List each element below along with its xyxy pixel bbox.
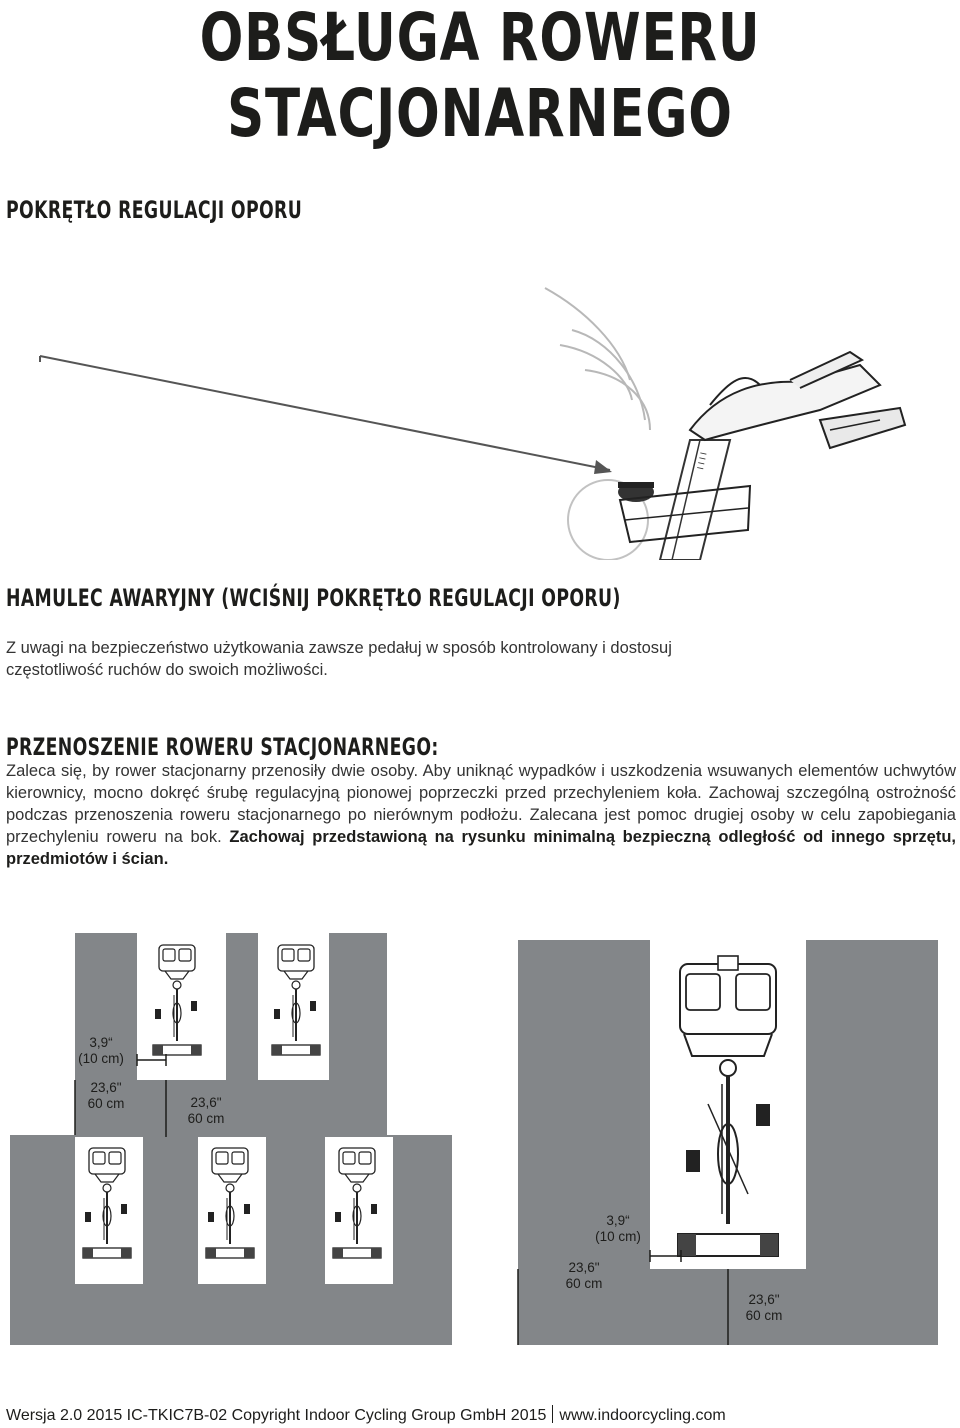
footer-version: Wersja 2.0 2015 IC-TKIC7B-02 Copyright Indoor Cycling Group GmbH 2015	[6, 1407, 547, 1424]
left-gap-label	[70, 1035, 132, 1067]
right-clearance-1-metric: 60 cm	[565, 1276, 603, 1291]
page-title-line-2: STACJONARNEGO	[227, 75, 733, 152]
right-clearance-2-value: 23,6"	[748, 1292, 780, 1307]
footer	[6, 1405, 726, 1425]
left-clearance-1-metric: 60 cm	[87, 1096, 125, 1111]
moving-bike-heading: PRZENOSZENIE ROWERU STACJONARNEGO:	[6, 733, 439, 761]
right-clearance-label-2	[736, 1292, 792, 1324]
right-clearance-2-metric: 60 cm	[745, 1308, 783, 1323]
left-clearance-label-2	[178, 1095, 234, 1127]
left-gap-metric: (10 cm)	[78, 1051, 124, 1066]
right-gap-metric: (10 cm)	[595, 1229, 641, 1244]
footer-url: www.indoorcycling.com	[559, 1407, 726, 1424]
left-clearance-label-1	[78, 1080, 134, 1112]
footer-separator	[552, 1405, 553, 1423]
svg-text:I I I I: I I I I	[695, 451, 709, 471]
right-clearance-1-value: 23,6"	[568, 1260, 600, 1275]
left-clearance-1-value: 23,6"	[90, 1080, 122, 1095]
moving-bike-text-bold: Zachowaj przedstawioną na rysunku minimalną bezpieczną odległość od innego sprzętu, przedmiotów i ścian.	[6, 828, 956, 868]
left-clearance-2-metric: 60 cm	[187, 1111, 225, 1126]
page-title-line-1: OBSŁUGA ROWERU	[199, 0, 761, 76]
right-gap-label	[586, 1213, 650, 1245]
left-gap-value: 3,9“	[89, 1035, 113, 1050]
moving-bike-text-regular: Zaleca się, by rower stacjonarny przenosiły dwie osoby. Aby uniknąć wypadków i uszkodzenia wsuwanych elementów uchwytów kierownicy, mocno dokręć śrubę regulacyjną pionowej poprzeczki przed przechyleniem koła. Zachowaj szczególną ostrożność podczas przenoszenia roweru stacjonarnego po nierównym podłożu. Zalecana jest pomoc drugiej osoby w celu zapobiegania przechyleniu roweru na bok.	[6, 762, 956, 846]
emergency-brake-text-line-1: Z uwagi na bezpieczeństwo użytkowania zawsze pedałuj w sposób kontrolowany i dostosuj	[6, 639, 672, 657]
left-clearance-2-value: 23,6"	[190, 1095, 222, 1110]
resistance-knob-heading: POKRĘTŁO REGULACJI OPORU	[6, 196, 303, 224]
emergency-brake-text-line-2: częstotliwość ruchów do swoich możliwości.	[6, 661, 328, 679]
emergency-brake-heading: HAMULEC AWARYJNY (WCIŚNIJ POKRĘTŁO REGULACJI OPORU)	[6, 584, 621, 612]
right-clearance-label-1	[556, 1260, 612, 1292]
right-gap-value: 3,9“	[606, 1213, 630, 1228]
